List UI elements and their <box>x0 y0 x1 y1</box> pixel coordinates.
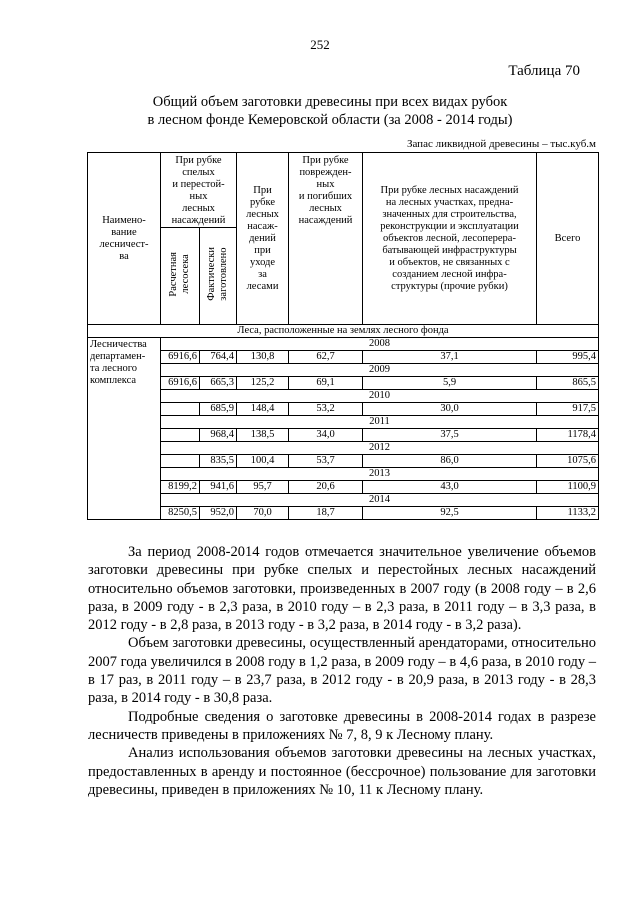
cell-other: 30,0 <box>363 403 537 416</box>
header-care: При рубке лесных насаж- дений при уходе за лесами <box>237 153 289 325</box>
cell-total: 995,4 <box>537 351 599 364</box>
cell-care: 148,4 <box>237 403 289 416</box>
cell-damaged: 18,7 <box>289 507 363 520</box>
year-cell: 2009 <box>161 364 599 377</box>
title-line-1: Общий объем заготовки древесины при всех видах рубок <box>152 94 508 110</box>
cell-damaged: 69,1 <box>289 377 363 390</box>
cell-care: 70,0 <box>237 507 289 520</box>
cell-calc: 8199,2 <box>161 481 200 494</box>
units-note: Запас ликвидной древесины – тыс.куб.м <box>406 138 596 150</box>
cell-care: 138,5 <box>237 429 289 442</box>
header-name: Наимено- вание лесничест- ва <box>88 153 161 325</box>
paragraph: Анализ использования объемов заготовки древесины на лесных участках, предоставленных в аренду и постоянное (бессрочное) пользование для заготовки древесины, приведен в приложениях № 10, 11 к Лесному плану. <box>88 745 596 798</box>
paragraph: Объем заготовки древесины, осуществленный арендаторами, относительно 2007 года увеличился в 2008 году в 1,2 раза, в 2009 году – в 4,6 раза, в 2010 году – в 17 раз, в 2011 году – в 23,7 раза, в 2012 году - в 20,9 раза, в 2013 году - в 28,3 раза, в 2014 году - в 30,8 раза. <box>88 635 596 707</box>
cell-damaged: 34,0 <box>289 429 363 442</box>
cell-actual: 685,9 <box>200 403 237 416</box>
header-actual: Фактически заготовлено <box>200 228 237 325</box>
table-row <box>88 455 599 468</box>
cell-total: 917,5 <box>537 403 599 416</box>
cell-other: 43,0 <box>363 481 537 494</box>
title-line-2: в лесном фонде Кемеровской области (за 2008 - 2014 годы) <box>147 112 513 128</box>
paragraph: За период 2008-2014 годов отмечается значительное увеличение объемов заготовки древесины при рубке спелых и перестойных лесных насаждений относительно объемов заготовки, произведенных в 2007 году (в 2008 году – в 2,6 раза, в 2009 году - в 2,3 раза, в 2010 году – в 2,3 раза, в 2011 году – в 3,3 раза, в 2012 году - в 2,8 раза, в 2013 году - в 3,2 раза, в 2014 году - в 3,2 раза). <box>88 544 596 634</box>
cell-damaged: 20,6 <box>289 481 363 494</box>
cell-care: 95,7 <box>237 481 289 494</box>
forest-section-header: Леса, расположенные на землях лесного фонда <box>88 325 599 338</box>
table-row <box>88 481 599 494</box>
cell-actual: 764,4 <box>200 351 237 364</box>
year-cell: 2008 <box>161 338 599 351</box>
year-cell: 2011 <box>161 416 599 429</box>
cell-actual: 835,5 <box>200 455 237 468</box>
cell-care: 100,4 <box>237 455 289 468</box>
table-row <box>88 377 599 390</box>
cell-total: 1075,6 <box>537 455 599 468</box>
forestry-label: Лесничества департамен- та лесного комплекса <box>88 338 161 520</box>
header-ripe: При рубке спелых и перестой- ных лесных насаждений <box>161 153 237 228</box>
cell-total: 1100,9 <box>537 481 599 494</box>
cell-damaged: 53,7 <box>289 455 363 468</box>
cell-calc: 6916,6 <box>161 351 200 364</box>
year-cell: 2014 <box>161 494 599 507</box>
header-other: При рубке лесных насаждений на лесных участках, предна- значенных для строительства, реконструкции и эксплуатации объектов лесной, лесоперера- батывающей инфраструктуры и объектов, не связанных с созданием лесной инфра- структуры (прочие рубки) <box>363 153 537 325</box>
body-text <box>88 543 596 799</box>
cell-other: 92,5 <box>363 507 537 520</box>
cell-calc: 8250,5 <box>161 507 200 520</box>
cell-care: 130,8 <box>237 351 289 364</box>
cell-other: 86,0 <box>363 455 537 468</box>
table-row <box>88 351 599 364</box>
year-cell: 2012 <box>161 442 599 455</box>
cell-damaged: 53,2 <box>289 403 363 416</box>
cell-other: 5,9 <box>363 377 537 390</box>
page-number: 252 <box>310 37 330 52</box>
table-label: Таблица 70 <box>508 63 580 79</box>
cell-total: 1133,2 <box>537 507 599 520</box>
year-cell: 2013 <box>161 468 599 481</box>
cell-other: 37,5 <box>363 429 537 442</box>
cell-actual: 952,0 <box>200 507 237 520</box>
header-total: Всего <box>537 153 599 325</box>
cell-damaged: 62,7 <box>289 351 363 364</box>
year-cell: 2010 <box>161 390 599 403</box>
header-calc: Расчетная лесосека <box>161 228 200 325</box>
table-title <box>60 93 600 129</box>
cell-calc <box>161 429 200 442</box>
table-row <box>88 429 599 442</box>
cell-total: 865,5 <box>537 377 599 390</box>
cell-calc <box>161 455 200 468</box>
cell-calc: 6916,6 <box>161 377 200 390</box>
cell-care: 125,2 <box>237 377 289 390</box>
cell-total: 1178,4 <box>537 429 599 442</box>
table-row <box>88 507 599 520</box>
cell-actual: 665,3 <box>200 377 237 390</box>
cell-actual: 968,4 <box>200 429 237 442</box>
header-damaged: При рубке поврежден- ных и погибших лесных насаждений <box>289 153 363 325</box>
paragraph: Подробные сведения о заготовке древесины в 2008-2014 годах в разрезе лесничеств приведены в приложениях № 7, 8, 9 к Лесному плану. <box>88 708 596 743</box>
cell-calc <box>161 403 200 416</box>
harvest-table <box>87 152 599 520</box>
table-row <box>88 403 599 416</box>
cell-actual: 941,6 <box>200 481 237 494</box>
cell-other: 37,1 <box>363 351 537 364</box>
